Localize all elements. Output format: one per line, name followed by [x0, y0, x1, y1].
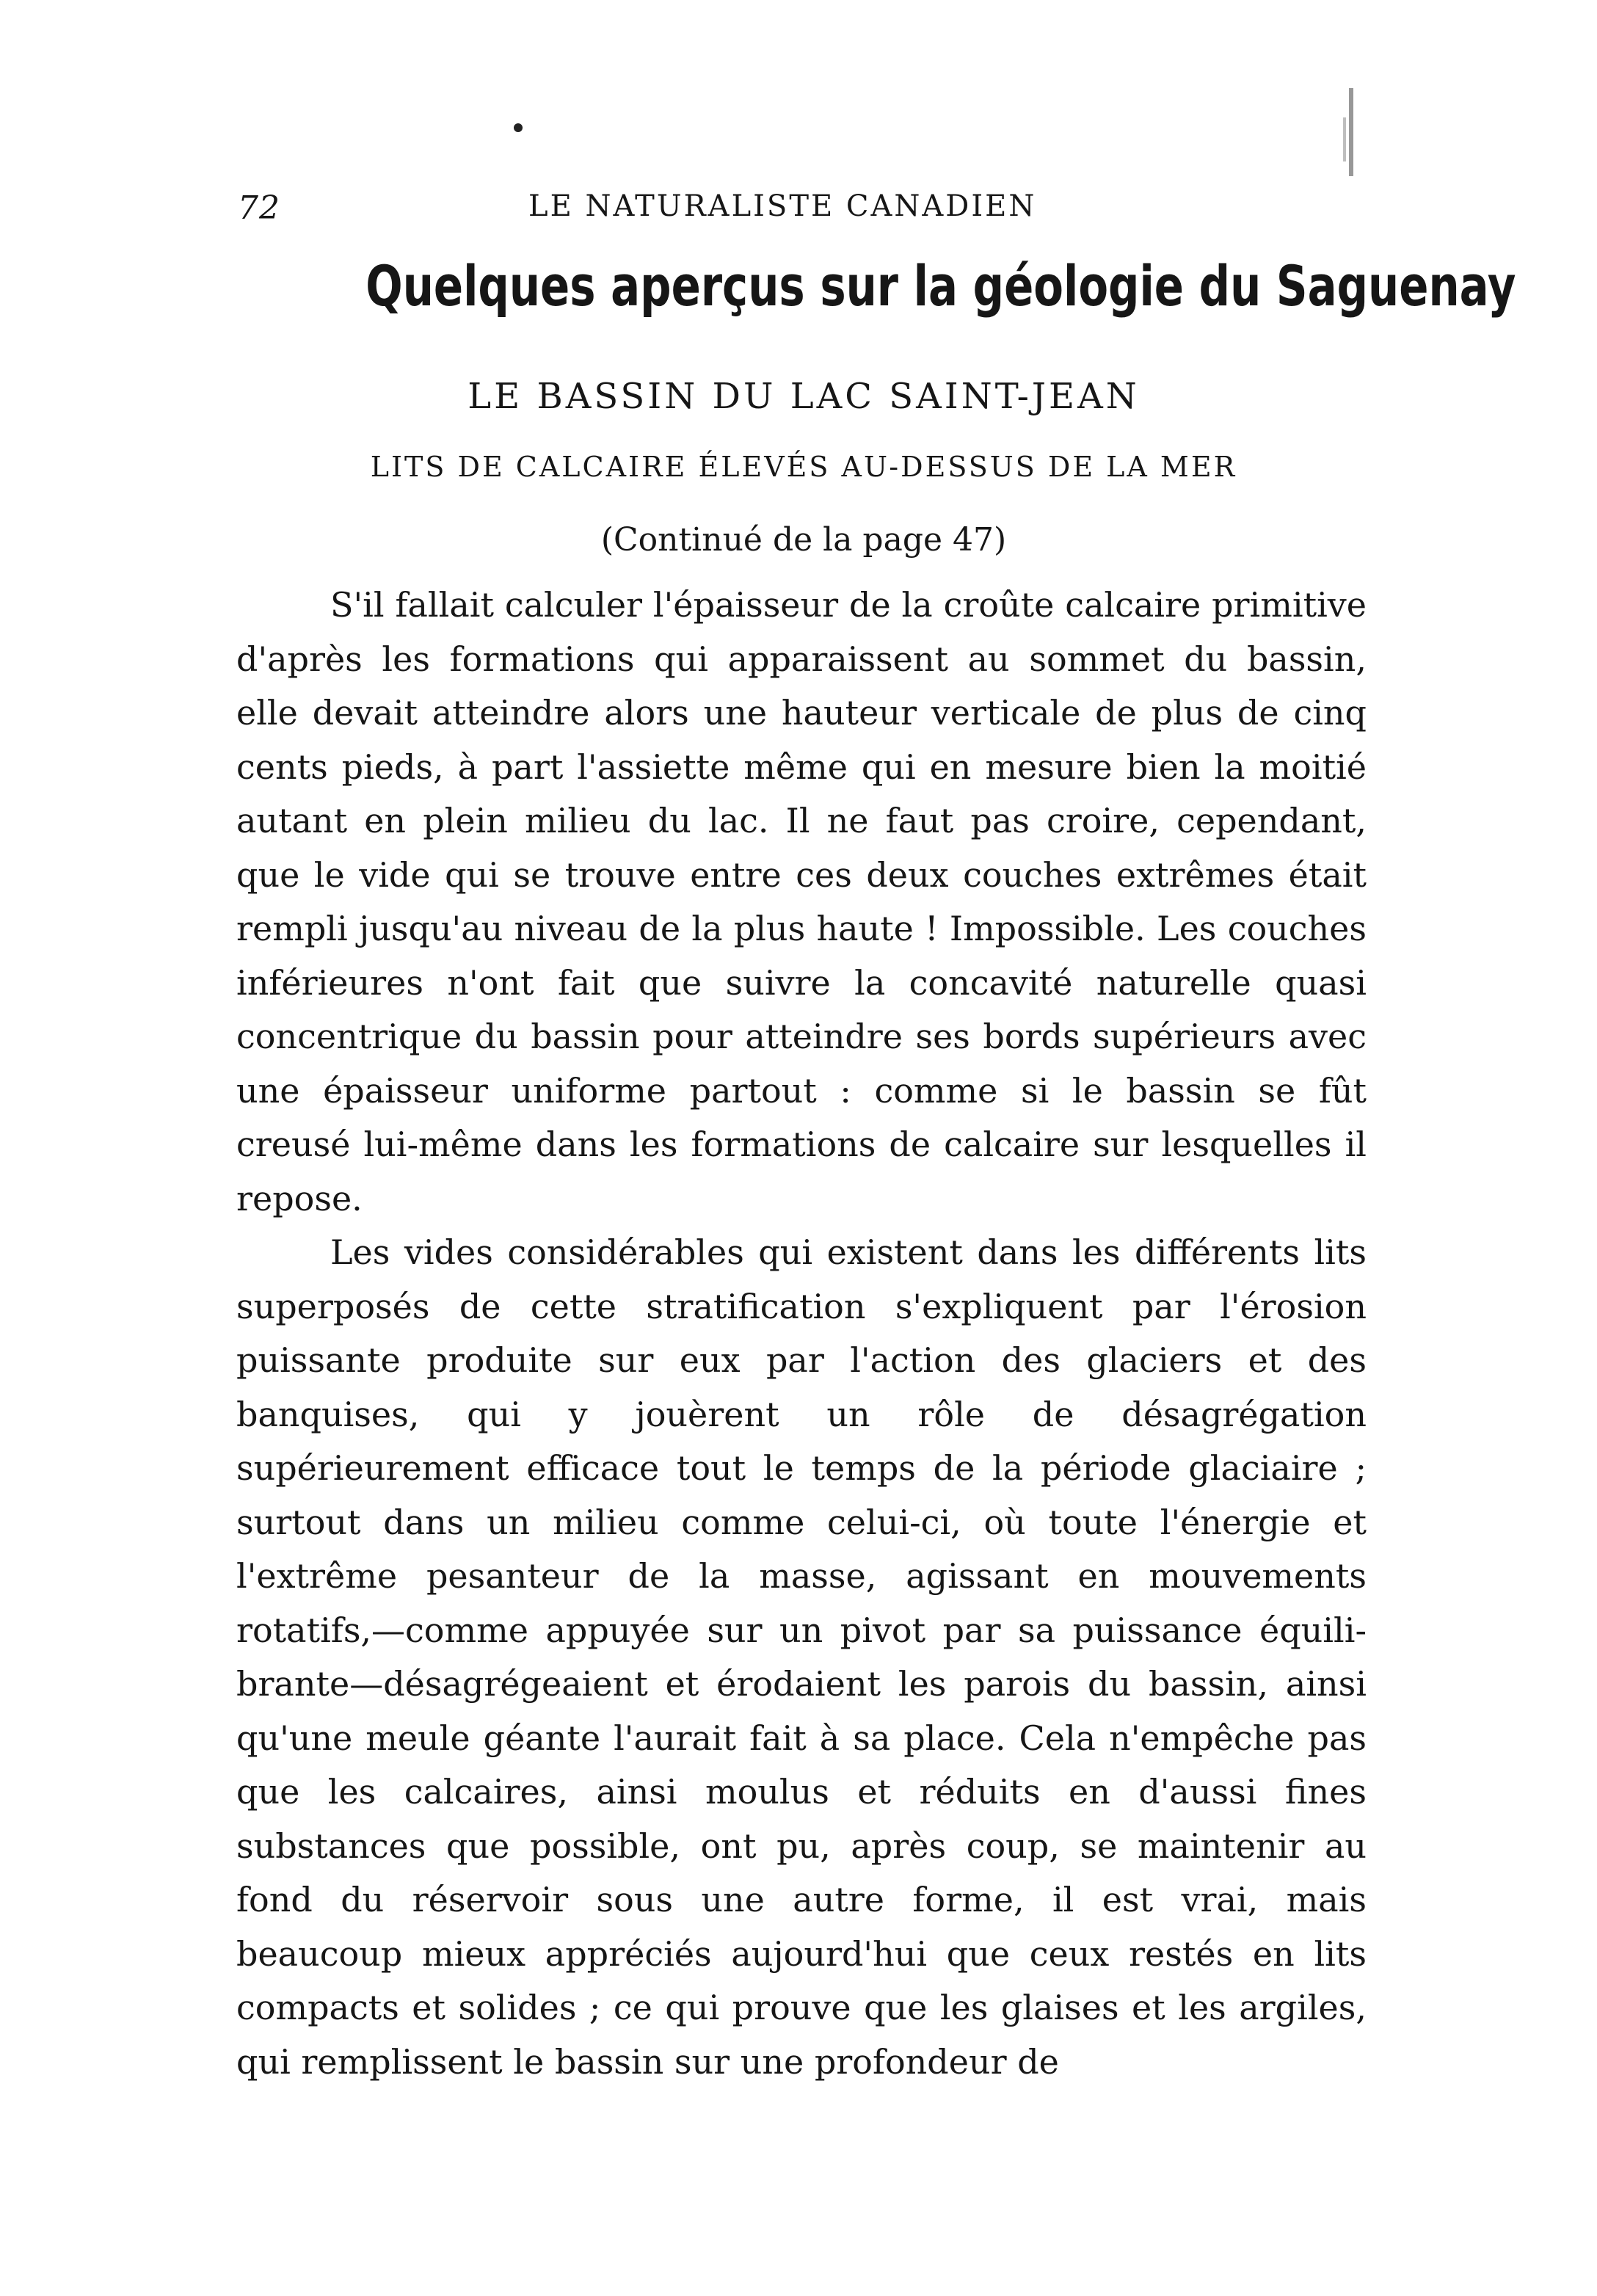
- paragraph: S'il fallait calculer l'épaisseur de la croûte calcaire primitive d'après les formations qui apparaissent au sommet du bassin, elle devait atteindre alors une hauteur verticale de plus de cinq cents pieds, à part l'assiette même qui en mesure bien la moitié autant en plein milieu du lac. Il ne faut pas croire, cependant, que le vide qui se trouve entre ces deux couches extrêmes était rempli jusqu'au niveau de la plus haute ! Impossible. Les couches inférieures n'ont fait que suivre la concavité naturelle quasi concentrique du bassin pour atteindre ses bords supérieurs avec une épaisseur uniforme partout : comme si le bassin se fût creusé lui-même dans les formations de calcaire sur lesquelles il repose.: [236, 585, 1367, 1218]
- article-title: Quelques aperçus sur la géologie du Saguenay: [365, 253, 1516, 319]
- ink-speck: [514, 123, 523, 132]
- page-header: [238, 189, 1357, 230]
- paragraph: Les vides considérables qui existent dans les différents lits superposés de cette stratification s'expliquent par l'érosion puissante produite sur eux par l'action des glaciers et des banquises, qui y jouèrent un rôle de désagrégation supérieurement efficace tout le temps de la période glaciaire ; surtout dans un milieu comme celui-ci, où toute l'énergie et l'extrême pesanteur de la masse, agissant en mouvements rotatifs,—comme appuyée sur un pivot par sa puissance équilibrante—désagrégeaient et érodaient les parois du bassin, ainsi qu'une meule géante l'aurait fait à sa place. Cela n'empêche pas que les calcaires, ainsi moulus et réduits en d'aussi fines substances que possible, ont pu, après coup, se maintenir au fond du réservoir sous une autre forme, il est vrai, mais beaucoup mieux appréciés aujourd'hui que ceux restés en lits compacts et solides ; ce qui prouve que les glaises et les argiles, qui remplissent le bassin sur une profondeur de: [236, 1232, 1367, 2082]
- continuation-note: (Continué de la page 47): [600, 521, 1007, 559]
- scan-edge-mark: [1349, 88, 1353, 176]
- page-number: 72: [238, 189, 280, 227]
- scan-edge-mark: [1343, 117, 1346, 161]
- article-subsubtitle: LITS DE CALCAIRE ÉLEVÉS AU-DESSUS DE LA MER: [370, 451, 1237, 483]
- journal-title: LE NATURALISTE CANADIEN: [528, 189, 1037, 223]
- article-subtitle: LE BASSIN DU LAC SAINT-JEAN: [468, 376, 1140, 417]
- article-body: [236, 578, 1367, 2089]
